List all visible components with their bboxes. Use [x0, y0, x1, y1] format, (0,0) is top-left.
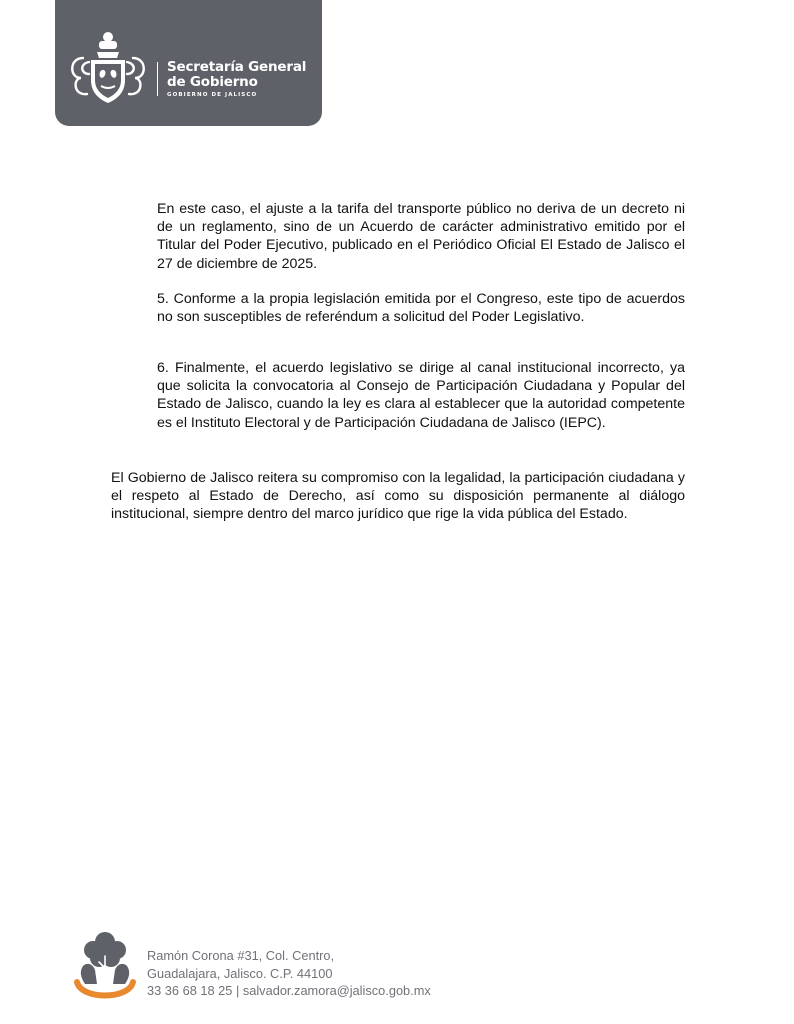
org-subtitle: GOBIERNO DE JALISCO: [167, 92, 258, 98]
footer-phone-email: 33 36 68 18 25 | salvador.zamora@jalisco.gob.mx: [147, 983, 431, 998]
header-divider: [157, 62, 158, 96]
paragraph-point-6: 6. Finalmente, el acuerdo legislativo se dirige al canal institucional incorrecto, ya que solicita la convocatoria al Consejo de Participación Ciudadana y Popular del Estado de Jalisco, cuando la ley es clara al establecer que la autoridad competente es el Instituto Electoral y de Participación Ciudadana de Jalisco (IEPC).: [157, 360, 685, 431]
footer-address-line2: Guadalajara, Jalisco. C.P. 44100: [147, 965, 333, 981]
tree-hands-logo-icon: [71, 928, 139, 1000]
org-name-block: [167, 60, 306, 98]
paragraph-tarifa: En este caso, el ajuste a la tarifa del transporte público no deriva de un decreto ni de un reglamento, sino de un Acuerdo de carácter administrativo emitido por el Titular del Poder Ejecutivo, publicado en el Periódico Oficial El Estado de Jalisco el 27 de diciembre de 2025.: [157, 201, 685, 272]
header-banner: [55, 0, 322, 126]
footer-address-line1: Ramón Corona #31, Col. Centro,: [147, 948, 335, 963]
footer-contact: [147, 947, 431, 1000]
coat-of-arms-icon: [67, 28, 149, 106]
paragraph-closing: El Gobierno de Jalisco reitera su compromiso con la legalidad, la participación ciudadana y el respeto al Estado de Derecho, así como su disposición permanente al diálogo institucional, siempre dentro del marco jurídico que rige la vida pública del Estado.: [111, 470, 685, 523]
org-name-line2: de Gobierno: [167, 74, 258, 90]
paragraph-point-5: 5. Conforme a la propia legislación emitida por el Congreso, este tipo de acuerdos no son susceptibles de referéndum a solicitud del Poder Legislativo.: [157, 291, 685, 326]
org-name-line1: Secretaría General: [167, 59, 307, 75]
